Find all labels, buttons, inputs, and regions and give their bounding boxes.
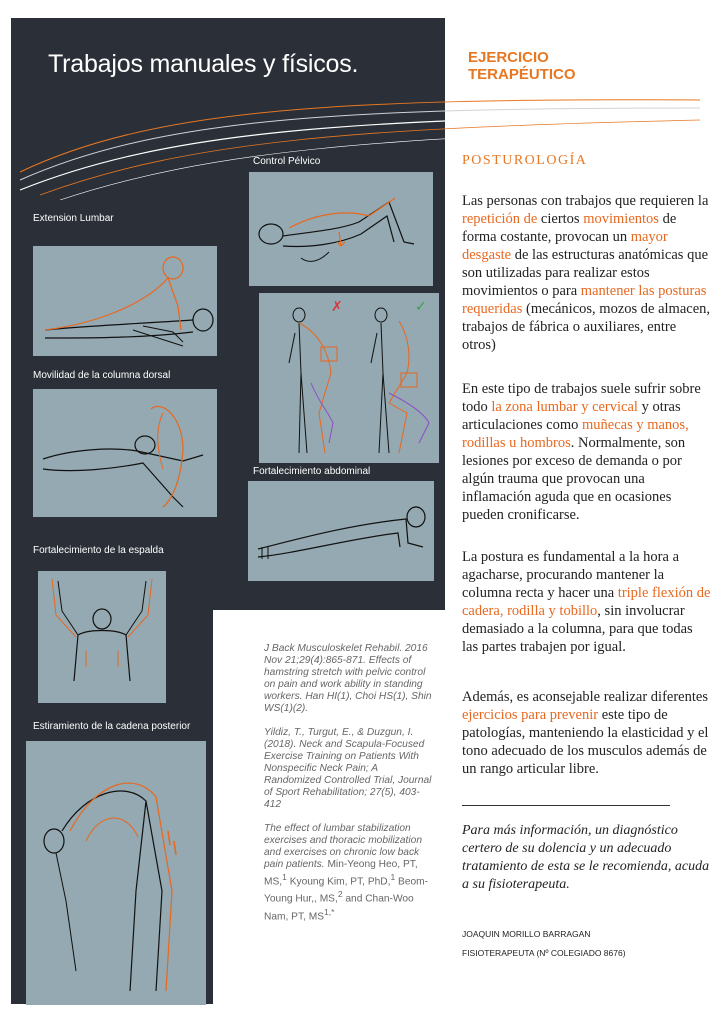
figure-postura-agacharse (259, 293, 439, 463)
reference-3-title: The effect of lumbar stabilization exercises and thoracic mobilization and exercises on chronic low back pain patients. (264, 823, 422, 870)
caption-control-pelvico: Control Pélvico (253, 156, 321, 167)
figure-extension-lumbar (33, 246, 217, 356)
paragraph-2 (462, 380, 712, 524)
text: de las estructuras anatómicas que son utilizadas para realizar estos movimientos o para (462, 247, 709, 299)
figure-movilidad-dorsal (33, 389, 217, 517)
brand-line-2: TERAPÉUTICO (468, 66, 576, 83)
reference-3-authors: Min-Yeong Heo, PT, MS, (264, 859, 418, 888)
caption-extension-lumbar: Extension Lumbar (33, 213, 114, 224)
text: este tipo de patologías, manteniendo la elasticidad y el tono adecuado de los musculos además de un rango articular libre. (462, 707, 709, 777)
lumbar-extension-illustration (33, 246, 217, 356)
paragraph-3 (462, 548, 712, 656)
divider (462, 805, 670, 806)
figure-fortalecimiento-espalda (38, 571, 166, 703)
highlight: ejercicios para prevenir (462, 707, 599, 723)
reference-3-author: Kyoung Kim, PT, PhD, (286, 876, 391, 888)
paragraph-1 (462, 192, 712, 354)
highlight: repetición de (462, 211, 538, 227)
plank-exercise-illustration (248, 481, 434, 581)
text: Además, es aconsejable realizar diferentes (462, 689, 708, 705)
text: Las personas con trabajos que requieren la (462, 193, 709, 209)
author-name: JOAQUIN MORILLO BARRAGAN (462, 929, 591, 939)
reference-1: J Back Musculoskelet Rehabil. 2016 Nov 21;29(4):865-871. Effects of hamstring stretch with pelvic control on pain and work ability in standing workers. Han HI(1), Choi HS(1), Shin WS(1)(2). (264, 643, 432, 714)
highlight: mantener las posturas requeridas (462, 283, 707, 317)
references (264, 643, 436, 935)
brand-heading (468, 49, 576, 83)
squat-posture-illustration (259, 293, 439, 463)
figure-fortalecimiento-abdominal (248, 481, 434, 581)
sup: 1,* (324, 906, 335, 917)
caption-fortalecimiento-abdominal: Fortalecimiento abdominal (253, 466, 371, 477)
thoracic-rotation-illustration (33, 389, 217, 517)
text: de forma costante, provocan un (462, 211, 677, 245)
text: y otras articulaciones como (462, 399, 681, 433)
reference-3-author: and Chan-Woo Nam, PT, MS (264, 893, 414, 923)
reference-3-author: Beom-Young Hur,, MS, (264, 876, 429, 905)
swoosh-decoration (0, 0, 724, 200)
figure-control-pelvico (249, 172, 433, 286)
highlight: triple flexión de cadera, rodilla y tobillo (462, 585, 711, 619)
reference-2: Yildiz, T., Turgut, E., & Duzgun, I. (2018). Neck and Scapula-Focused Exercise Training on Patients With Nonspecific Neck Pain; A Randomized Controlled Trial, Journal of Sport Rehabilitation; 27(5), 403-412 (264, 727, 432, 810)
sup: 1 (390, 872, 396, 882)
text: , sin involucrar demasiado a la columna, para que todas las partes trabajen por igual. (462, 603, 693, 655)
text: . Normalmente, son lesiones por exceso de demanda o por algún trauma que provocan una inflamación aguda que en ocasiones pueden cronificarse. (462, 435, 686, 523)
brand-line-1: EJERCICIO (468, 49, 549, 66)
text: (mecánicos, mozos de almacen, trabajos de fábrica o auxiliares, entre otros) (462, 301, 711, 353)
highlight: la zona lumbar y cervical (491, 399, 638, 415)
figure-estiramiento-posterior (26, 741, 206, 1005)
highlight: muñecas y manos, rodillas u hombros (462, 417, 689, 451)
hamstring-stretch-illustration (26, 741, 206, 1005)
caption-estiramiento-posterior: Estiramiento de la cadena posterior (33, 721, 191, 732)
page-title: Trabajos manuales y físicos. (48, 50, 359, 78)
sup: 1 (282, 872, 287, 882)
highlight: movimientos (583, 211, 659, 227)
highlight: mayor desgaste (462, 229, 668, 263)
section-title: POSTUROLOGÍA (462, 153, 588, 168)
caption-fortalecimiento-espalda: Fortalecimiento de la espalda (33, 545, 164, 556)
caption-movilidad-dorsal: Movilidad de la columna dorsal (33, 370, 171, 381)
author-title: FISIOTERAPEUTA (Nº COLEGIADO 8676) (462, 948, 626, 958)
sup: 2 (337, 889, 343, 900)
wrong-mark: ✗ (331, 299, 343, 315)
text: En este tipo de trabajos suele sufrir sobre todo (462, 381, 701, 415)
bridge-exercise-illustration (249, 172, 433, 286)
reference-3 (264, 823, 436, 923)
text: ciertos (537, 211, 584, 227)
paragraph-4 (462, 688, 712, 778)
text: La postura es fundamental a la hora a agacharse, procurando mantener la columna recta y hacer una (462, 549, 680, 601)
more-info: Para más información, un diagnóstico certero de su dolencia y un adecuado tratamiento de esta se le recomienda, acuda a su fisioterapeuta. (462, 823, 710, 892)
back-strengthening-illustration (38, 571, 166, 703)
right-mark: ✓ (415, 299, 427, 315)
